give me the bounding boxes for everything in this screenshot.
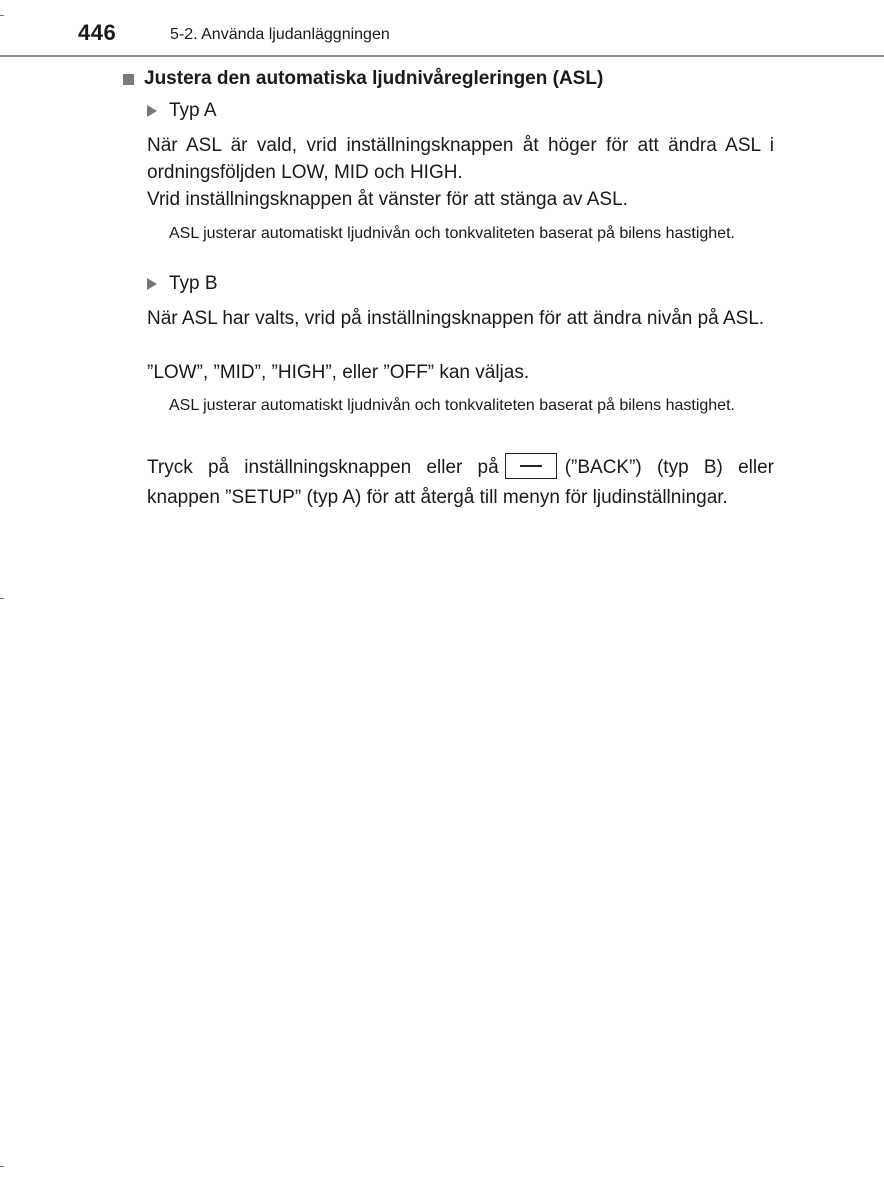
triangle-bullet-icon bbox=[147, 278, 157, 290]
crop-mark bbox=[0, 1166, 4, 1167]
square-bullet-icon bbox=[123, 74, 134, 85]
section-title: 5-2. Använda ljudanläggningen bbox=[170, 26, 390, 43]
type-a-paragraph-2: Vrid inställningsknappen åt vänster för att stänga av ASL. bbox=[147, 189, 628, 210]
type-a-text: Typ A bbox=[169, 100, 217, 121]
final-text-part-2: (”BACK”) (typ B) eller knappen ”SETUP” (typ A) för att återgå till menyn för ljudinställningar. bbox=[147, 457, 774, 508]
subsection-heading bbox=[123, 68, 603, 90]
page-number: 446 bbox=[78, 20, 117, 45]
back-button-icon bbox=[505, 453, 557, 479]
type-a-note: ASL justerar automatiskt ljudnivån och tonkvaliteten baserat på bilens hastighet. bbox=[169, 225, 735, 242]
type-b-paragraph-1: När ASL har valts, vrid på inställningsknappen för att ändra nivån på ASL. bbox=[147, 308, 765, 329]
type-a-label bbox=[147, 100, 217, 122]
crop-mark bbox=[0, 598, 4, 599]
final-text-part-1: Tryck på inställningsknappen eller på bbox=[147, 457, 499, 478]
type-b-text: Typ B bbox=[169, 273, 218, 294]
triangle-bullet-icon bbox=[147, 105, 157, 117]
type-a-paragraph-1: När ASL är vald, vrid inställningsknappen åt höger för att ändra ASL i ordningsföljden LOW, MID och HIGH. bbox=[147, 135, 774, 183]
type-b-label bbox=[147, 273, 218, 295]
type-b-note: ASL justerar automatiskt ljudnivån och tonkvaliteten baserat på bilens hastighet. bbox=[169, 397, 735, 414]
heading-text: Justera den automatiska ljudnivåregleringen (ASL) bbox=[144, 68, 604, 89]
crop-mark bbox=[0, 15, 4, 16]
final-paragraph bbox=[147, 453, 774, 513]
header-divider bbox=[0, 55, 884, 57]
type-b-paragraph-2: ”LOW”, ”MID”, ”HIGH”, eller ”OFF” kan väljas. bbox=[147, 362, 530, 383]
